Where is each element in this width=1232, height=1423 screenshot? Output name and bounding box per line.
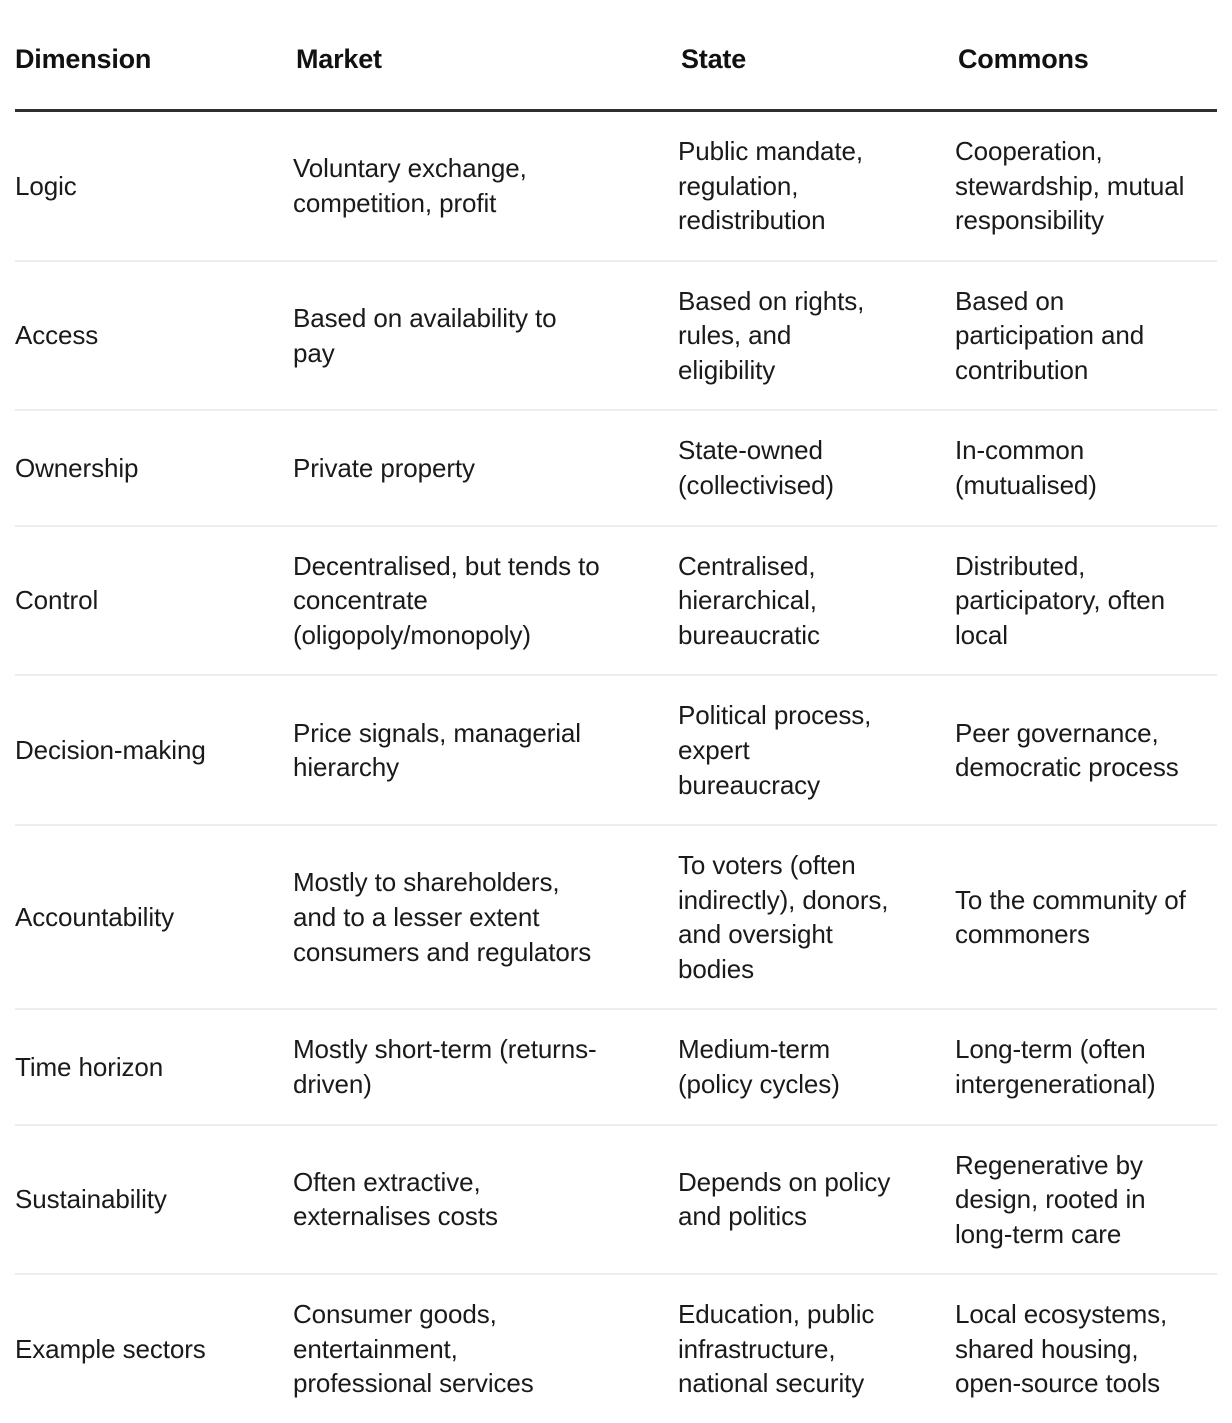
table-row bbox=[15, 526, 1217, 676]
cell-commons: Distributed, participatory, often local bbox=[955, 526, 1217, 676]
table-row bbox=[15, 825, 1217, 1009]
cell-dimension: Accountability bbox=[15, 825, 293, 1009]
cell-commons: Based on participation and contribution bbox=[955, 261, 1217, 411]
cell-market: Private property bbox=[293, 410, 678, 525]
cell-state: To voters (often indirectly), donors, and oversight bodies bbox=[678, 825, 955, 1009]
cell-dimension: Time horizon bbox=[15, 1009, 293, 1124]
table-row bbox=[15, 1125, 1217, 1275]
column-header-commons: Commons bbox=[955, 0, 1217, 111]
cell-commons: In-common (mutualised) bbox=[955, 410, 1217, 525]
table-header-row bbox=[15, 0, 1217, 111]
column-header-market: Market bbox=[293, 0, 678, 111]
column-header-state: State bbox=[678, 0, 955, 111]
cell-state: Education, public infrastructure, national security bbox=[678, 1274, 955, 1423]
cell-dimension: Sustainability bbox=[15, 1125, 293, 1275]
cell-dimension: Logic bbox=[15, 111, 293, 261]
cell-state: Centralised, hierarchical, bureaucratic bbox=[678, 526, 955, 676]
cell-state: Public mandate, regulation, redistribution bbox=[678, 111, 955, 261]
cell-state: State-owned (collectivised) bbox=[678, 410, 955, 525]
cell-commons: Regenerative by design, rooted in long-term care bbox=[955, 1125, 1217, 1275]
cell-state: Political process, expert bureaucracy bbox=[678, 675, 955, 825]
table-row bbox=[15, 1274, 1217, 1423]
cell-commons: To the community of commoners bbox=[955, 825, 1217, 1009]
cell-market: Mostly short-term (returns-driven) bbox=[293, 1009, 678, 1124]
table-row bbox=[15, 111, 1217, 261]
cell-market: Consumer goods, entertainment, professional services bbox=[293, 1274, 678, 1423]
cell-state: Medium-term (policy cycles) bbox=[678, 1009, 955, 1124]
column-header-dimension: Dimension bbox=[15, 0, 293, 111]
table-header bbox=[15, 0, 1217, 111]
cell-market: Often extractive, externalises costs bbox=[293, 1125, 678, 1275]
cell-commons: Cooperation, stewardship, mutual responsibility bbox=[955, 111, 1217, 261]
cell-dimension: Control bbox=[15, 526, 293, 676]
cell-commons: Long-term (often intergenerational) bbox=[955, 1009, 1217, 1124]
cell-state: Depends on policy and politics bbox=[678, 1125, 955, 1275]
cell-market: Voluntary exchange, competition, profit bbox=[293, 111, 678, 261]
cell-dimension: Example sectors bbox=[15, 1274, 293, 1423]
table-body bbox=[15, 111, 1217, 1423]
market-state-commons-comparison-table bbox=[15, 0, 1217, 1423]
cell-state: Based on rights, rules, and eligibility bbox=[678, 261, 955, 411]
cell-dimension: Decision-making bbox=[15, 675, 293, 825]
cell-market: Price signals, managerial hierarchy bbox=[293, 675, 678, 825]
cell-market: Based on availability to pay bbox=[293, 261, 678, 411]
cell-market: Decentralised, but tends to concentrate (oligopoly/monopoly) bbox=[293, 526, 678, 676]
table-row bbox=[15, 261, 1217, 411]
table-row bbox=[15, 410, 1217, 525]
cell-commons: Local ecosystems, shared housing, open-source tools bbox=[955, 1274, 1217, 1423]
table-row bbox=[15, 1009, 1217, 1124]
cell-market: Mostly to shareholders, and to a lesser extent consumers and regulators bbox=[293, 825, 678, 1009]
cell-dimension: Ownership bbox=[15, 410, 293, 525]
table-row bbox=[15, 675, 1217, 825]
cell-commons: Peer governance, democratic process bbox=[955, 675, 1217, 825]
cell-dimension: Access bbox=[15, 261, 293, 411]
